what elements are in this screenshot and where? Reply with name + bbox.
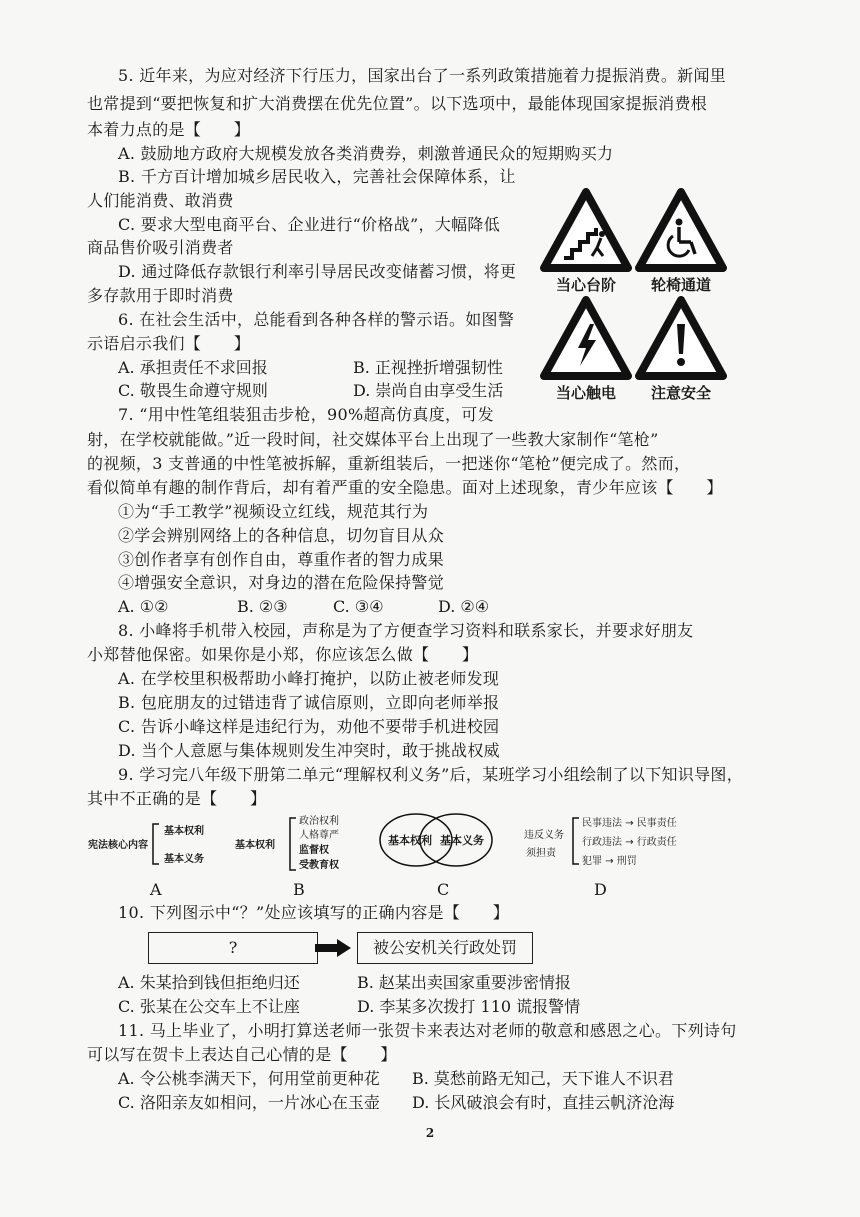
diagram-c-right: 基本义务 bbox=[440, 834, 484, 847]
q9-label-c: C bbox=[437, 880, 450, 899]
q7-option-c: C. ③④ bbox=[333, 597, 384, 616]
q9-line-1: 9. 学习完八年级下册第二单元“理解权利义务”后，某班学习小组绘制了以下知识导图， bbox=[118, 765, 744, 784]
q8-option-c: C. 告诉小峰这样是违纪行为，劝他不要带手机进校园 bbox=[118, 717, 500, 736]
diagram-b-item: 政治权利 bbox=[299, 816, 339, 827]
q9-line-2: 其中不正确的是【 】 bbox=[87, 789, 267, 808]
q9-label-a: A bbox=[150, 880, 162, 899]
q10-box-result: 被公安机关行政处罚 bbox=[357, 932, 533, 964]
q7-line-4: 看似简单有趣的制作背后，却有着严重的安全隐患。面对上述现象，青少年应该【 】 bbox=[87, 478, 723, 497]
sign-caption: 当心触电 bbox=[555, 384, 616, 402]
q9-diagram-a bbox=[88, 820, 208, 870]
q8-line-1: 8. 小峰将手机带入校园，声称是为了方便查学习资料和联系家长，并要求好朋友 bbox=[118, 621, 694, 640]
q11-option-c: C. 洛阳亲友如相问，一片冰心在玉壶 bbox=[118, 1093, 380, 1112]
diagram-a-branch-2: 基本义务 bbox=[164, 854, 204, 865]
diagram-b-item: 监督权 bbox=[299, 845, 329, 856]
q7-item-3: ③创作者享有创作自由，尊重作者的智力成果 bbox=[118, 550, 445, 569]
q9-diagram-b bbox=[235, 812, 370, 874]
q9-diagram-c bbox=[378, 812, 494, 868]
bracket-icon bbox=[570, 816, 580, 866]
thick-arrow-icon bbox=[305, 937, 353, 959]
q6-option-a: A. 承担责任不求回报 bbox=[118, 358, 268, 377]
diagram-d-result: 刑罚 bbox=[616, 856, 637, 867]
diagram-b-root: 基本权利 bbox=[235, 840, 275, 851]
q7-line-3: 的视频，3 支普通的中性笔被拆解，重新组装后，一把迷你“笔枪”便完成了。然而， bbox=[87, 454, 691, 473]
arrow-right-icon: → bbox=[605, 856, 617, 867]
diagram-a-branch-1: 基本权利 bbox=[164, 826, 204, 837]
q5-option-d: D. 通过降低存款银行利率引导居民改变储蓄习惯，将更 bbox=[118, 262, 517, 281]
diagram-d-result: 行政责任 bbox=[636, 837, 677, 848]
wheelchair-icon bbox=[635, 188, 727, 272]
diagram-d-row bbox=[582, 814, 677, 829]
q6-option-c: C. 敬畏生命遵守规则 bbox=[118, 381, 268, 400]
diagram-b-item: 受教育权 bbox=[299, 860, 339, 871]
diagram-a-root: 宪法核心内容 bbox=[88, 840, 148, 851]
arrow-right-icon: → bbox=[625, 837, 637, 848]
q11-option-a: A. 令公桃李满天下，何用堂前更种花 bbox=[118, 1069, 380, 1088]
q5-option-a: A. 鼓励地方政府大规模发放各类消费券，刺激普通民众的短期购买力 bbox=[118, 144, 614, 163]
page-number: 2 bbox=[425, 1126, 435, 1140]
q8-option-b: B. 包庇朋友的过错违背了诚信原则，立即向老师举报 bbox=[118, 693, 500, 712]
q5-line-3: 本着力点的是【 】 bbox=[87, 120, 251, 139]
q7-item-4: ④增强安全意识，对身边的潜在危险保持警觉 bbox=[118, 573, 445, 592]
sign-wheelchair-access bbox=[633, 188, 729, 295]
q6-option-d: D. 崇尚自由享受生活 bbox=[353, 381, 504, 400]
arrow-right-icon: → bbox=[625, 818, 637, 829]
q10-line-1: 10. 下列图示中“？”处应该填写的正确内容是【 】 bbox=[118, 903, 509, 922]
diagram-d-cause: 民事违法 bbox=[582, 818, 622, 829]
sign-caution-electric bbox=[538, 296, 634, 403]
q5-option-c-cont: 商品售价吸引消费者 bbox=[87, 238, 234, 257]
diagram-b-item: 人格尊严 bbox=[299, 830, 339, 841]
q5-option-c: C. 要求大型电商平台、企业进行“价格战”，大幅降低 bbox=[118, 215, 501, 234]
q7-item-1: ①为“手工教学”视频设立红线，规范其行为 bbox=[118, 502, 429, 521]
diagram-d-cause: 犯罪 bbox=[582, 856, 602, 867]
q8-option-d: D. 当个人意愿与集体规则发生冲突时，敢于挑战权威 bbox=[118, 741, 500, 760]
diagram-d-root-1: 违反义务 bbox=[524, 830, 564, 841]
q11-option-d: D. 长风破浪会有时，直挂云帆济沧海 bbox=[412, 1093, 675, 1112]
q10-option-c: C. 张某在公交车上不让座 bbox=[118, 997, 300, 1016]
q10-box-question: ? bbox=[148, 932, 318, 964]
q5-line-1: 5. 近年来，为应对经济下行压力，国家出台了一系列政策措施着力提振消费。新闻里 bbox=[118, 66, 727, 85]
q10-option-b: B. 赵某出卖国家重要涉密情报 bbox=[357, 973, 571, 992]
bracket-icon bbox=[287, 816, 297, 872]
q10-option-a: A. 朱某拾到钱但拒绝归还 bbox=[118, 973, 300, 992]
q9-label-d: D bbox=[594, 880, 607, 899]
electric-shock-icon bbox=[540, 296, 632, 380]
diagram-c-left: 基本权利 bbox=[388, 834, 432, 847]
q10-option-d: D. 李某多次拨打 110 谎报警情 bbox=[357, 997, 581, 1016]
q7-option-d: D. ②④ bbox=[438, 597, 490, 616]
q6-line-1: 6. 在社会生活中，总能看到各种各样的警示语。如图警 bbox=[118, 310, 515, 329]
diagram-d-row bbox=[582, 852, 637, 867]
q5-option-b: B. 千方百计增加城乡居民收入，完善社会保障体系，让 bbox=[118, 167, 516, 186]
sign-caution-stairs bbox=[538, 188, 634, 295]
q11-line-1: 11. 马上毕业了，小明打算送老师一张贺卡来表达对老师的敬意和感恩之心。下列诗句 bbox=[118, 1021, 737, 1040]
q6-option-b: B. 正视挫折增强韧性 bbox=[353, 358, 503, 377]
stairs-warning-icon bbox=[540, 188, 632, 272]
sign-caption: 当心台阶 bbox=[555, 276, 616, 294]
sign-attention-safety bbox=[633, 296, 729, 403]
q11-line-2: 可以写在贺卡上表达自己心情的是【 】 bbox=[87, 1045, 397, 1064]
sign-caption: 注意安全 bbox=[650, 384, 711, 402]
q7-option-a: A. ①② bbox=[118, 597, 169, 616]
q8-line-2: 小郑替他保密。如果你是小郑，你应该怎么做【 】 bbox=[87, 645, 479, 664]
q7-option-b: B. ②③ bbox=[237, 597, 288, 616]
diagram-d-root-2: 须担责 bbox=[526, 848, 556, 859]
q7-item-2: ②学会辨别网络上的各种信息，切勿盲目从众 bbox=[118, 526, 445, 545]
q5-option-b-cont: 人们能消费、敢消费 bbox=[87, 191, 234, 210]
bracket-icon bbox=[150, 822, 160, 866]
q5-option-d-cont: 多存款用于即时消费 bbox=[87, 286, 234, 305]
q7-line-1: 7. “用中性笔组装狙击步枪，90%超高仿真度，可发 bbox=[118, 405, 494, 424]
q5-line-2: 也常提到“要把恢复和扩大消费摆在优先位置”。以下选项中，最能体现国家提振消费根 bbox=[87, 94, 708, 113]
q8-option-a: A. 在学校里积极帮助小峰打掩护，以防止被老师发现 bbox=[118, 669, 500, 688]
q6-line-2: 示语启示我们【 】 bbox=[87, 334, 251, 353]
q11-option-b: B. 莫愁前路无知己，天下谁人不识君 bbox=[412, 1069, 674, 1088]
diagram-d-row bbox=[582, 833, 677, 848]
diagram-d-result: 民事责任 bbox=[636, 818, 677, 829]
diagram-d-cause: 行政违法 bbox=[582, 837, 622, 848]
sign-caption: 轮椅通道 bbox=[650, 276, 711, 294]
exclamation-warning-icon bbox=[635, 296, 727, 380]
q7-line-2: 射，在学校就能做。”近一段时间，社交媒体平台上出现了一些教大家制作“笔枪” bbox=[87, 430, 659, 449]
q9-diagram-d bbox=[524, 812, 724, 872]
q9-label-b: B bbox=[293, 880, 305, 899]
